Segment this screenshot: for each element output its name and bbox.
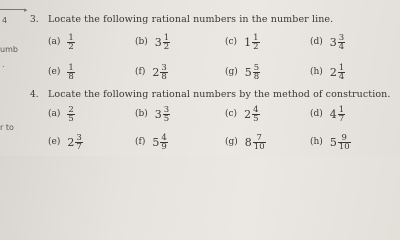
fraction: [160, 134, 167, 152]
mixed-number: [330, 62, 345, 82]
denominator: 4: [338, 42, 345, 52]
edge-fragment-mid2: .: [2, 60, 5, 69]
question-3-item: [225, 62, 260, 82]
question-3-text: Locate the following rational numbers in the number line.: [48, 14, 334, 25]
numerator: 2: [68, 104, 74, 115]
denominator: 2: [253, 42, 259, 52]
numerator: 1: [68, 62, 74, 73]
fraction: [338, 134, 351, 152]
item-label: (d): [310, 36, 323, 47]
question-4-text: Locate the following rational numbers by the method of construction.: [48, 89, 391, 100]
question-3-item: [310, 62, 345, 82]
question-3-number: 3.: [30, 15, 39, 25]
item-label: (h): [310, 66, 323, 77]
mixed-number: [155, 104, 170, 124]
numerator: 3: [161, 62, 167, 73]
denominator: 8: [253, 72, 260, 82]
margin-arrow-line: [0, 9, 26, 10]
question-4-item: [310, 132, 351, 152]
whole-part: 2: [152, 66, 160, 79]
whole-part: 2: [244, 108, 252, 121]
item-label: (c): [225, 108, 238, 119]
numerator: 3: [163, 104, 170, 115]
whole-part: 5: [244, 66, 252, 79]
whole-part: 3: [154, 108, 162, 121]
item-label: (c): [225, 36, 238, 47]
item-label: (g): [225, 66, 238, 77]
fraction: [75, 134, 82, 152]
numerator: 4: [253, 104, 259, 115]
question-4-item: [135, 132, 168, 152]
item-label: (a): [48, 36, 61, 47]
whole-part: 1: [244, 36, 252, 49]
question-4-item: [225, 132, 266, 152]
fraction: [338, 34, 345, 52]
numerator: 3: [338, 32, 345, 43]
item-label: (b): [135, 108, 148, 119]
item-label: (a): [48, 108, 61, 119]
numerator: 1: [68, 32, 74, 43]
whole-part: 5: [329, 136, 337, 149]
denominator: 10: [253, 142, 265, 152]
numerator: 5: [253, 62, 260, 73]
mixed-number: [67, 62, 74, 82]
fraction: [252, 106, 259, 124]
mixed-number: [330, 104, 345, 124]
item-label: (h): [310, 136, 323, 147]
denominator: 8: [161, 72, 167, 82]
whole-part: 2: [329, 66, 337, 79]
whole-part: 4: [329, 108, 337, 121]
denominator: 5: [68, 114, 74, 124]
mixed-number: [152, 62, 167, 82]
fraction: [67, 34, 74, 52]
margin-arrow-head: ▸: [24, 6, 28, 14]
question-3-item: [48, 32, 75, 52]
whole-part: 3: [154, 36, 162, 49]
edge-fragment-mid3: r to: [0, 123, 14, 132]
fraction: [253, 134, 266, 152]
denominator: 5: [163, 114, 170, 124]
fraction: [67, 64, 74, 82]
mixed-number: [330, 32, 345, 52]
item-label: (e): [48, 66, 61, 77]
item-label: (g): [225, 136, 238, 147]
fraction: [252, 34, 259, 52]
numerator: 3: [76, 132, 82, 143]
question-4-item: [48, 132, 83, 152]
mixed-number: [152, 132, 167, 152]
mixed-number: [330, 132, 351, 152]
numerator: 7: [256, 132, 262, 143]
mixed-number: [67, 32, 74, 52]
item-label: (e): [48, 136, 61, 147]
question-3-item: [135, 32, 170, 52]
item-label: (f): [135, 66, 146, 77]
denominator: 7: [76, 142, 82, 152]
denominator: 2: [68, 42, 74, 52]
mixed-number: [244, 32, 259, 52]
numerator: 1: [253, 32, 259, 43]
edge-fragment-mid1: umb: [0, 45, 18, 54]
numerator: 4: [161, 132, 167, 143]
question-3-item: [310, 32, 345, 52]
mixed-number: [155, 32, 170, 52]
whole-part: 2: [67, 136, 75, 149]
numerator: 9: [341, 132, 347, 143]
mixed-number: [245, 62, 260, 82]
whole-part: 5: [152, 136, 160, 149]
question-4-number: 4.: [30, 90, 39, 100]
denominator: 5: [253, 114, 259, 124]
fraction: [163, 34, 170, 52]
fraction: [160, 64, 167, 82]
denominator: 4: [338, 72, 345, 82]
numerator: 1: [338, 62, 345, 73]
numerator: 1: [163, 32, 170, 43]
fraction: [67, 106, 74, 124]
fraction: [338, 106, 345, 124]
denominator: 9: [161, 142, 167, 152]
mixed-number: [245, 132, 266, 152]
question-4-item: [225, 104, 260, 124]
numerator: 1: [338, 104, 345, 115]
denominator: 10: [338, 142, 350, 152]
whole-part: 3: [329, 36, 337, 49]
item-label: (b): [135, 36, 148, 47]
denominator: 8: [68, 72, 74, 82]
question-4-item: [135, 104, 170, 124]
mixed-number: [67, 104, 74, 124]
question-4-item: [48, 104, 75, 124]
edge-fragment-top: 4: [2, 16, 8, 25]
question-3-item: [225, 32, 260, 52]
item-label: (f): [135, 136, 146, 147]
question-3-item: [48, 62, 75, 82]
mixed-number: [67, 132, 82, 152]
question-3-item: [135, 62, 168, 82]
question-4-item: [310, 104, 345, 124]
denominator: 7: [338, 114, 345, 124]
mixed-number: [244, 104, 259, 124]
fraction: [253, 64, 260, 82]
denominator: 2: [163, 42, 170, 52]
whole-part: 8: [244, 136, 252, 149]
fraction: [163, 106, 170, 124]
item-label: (d): [310, 108, 323, 119]
fraction: [338, 64, 345, 82]
